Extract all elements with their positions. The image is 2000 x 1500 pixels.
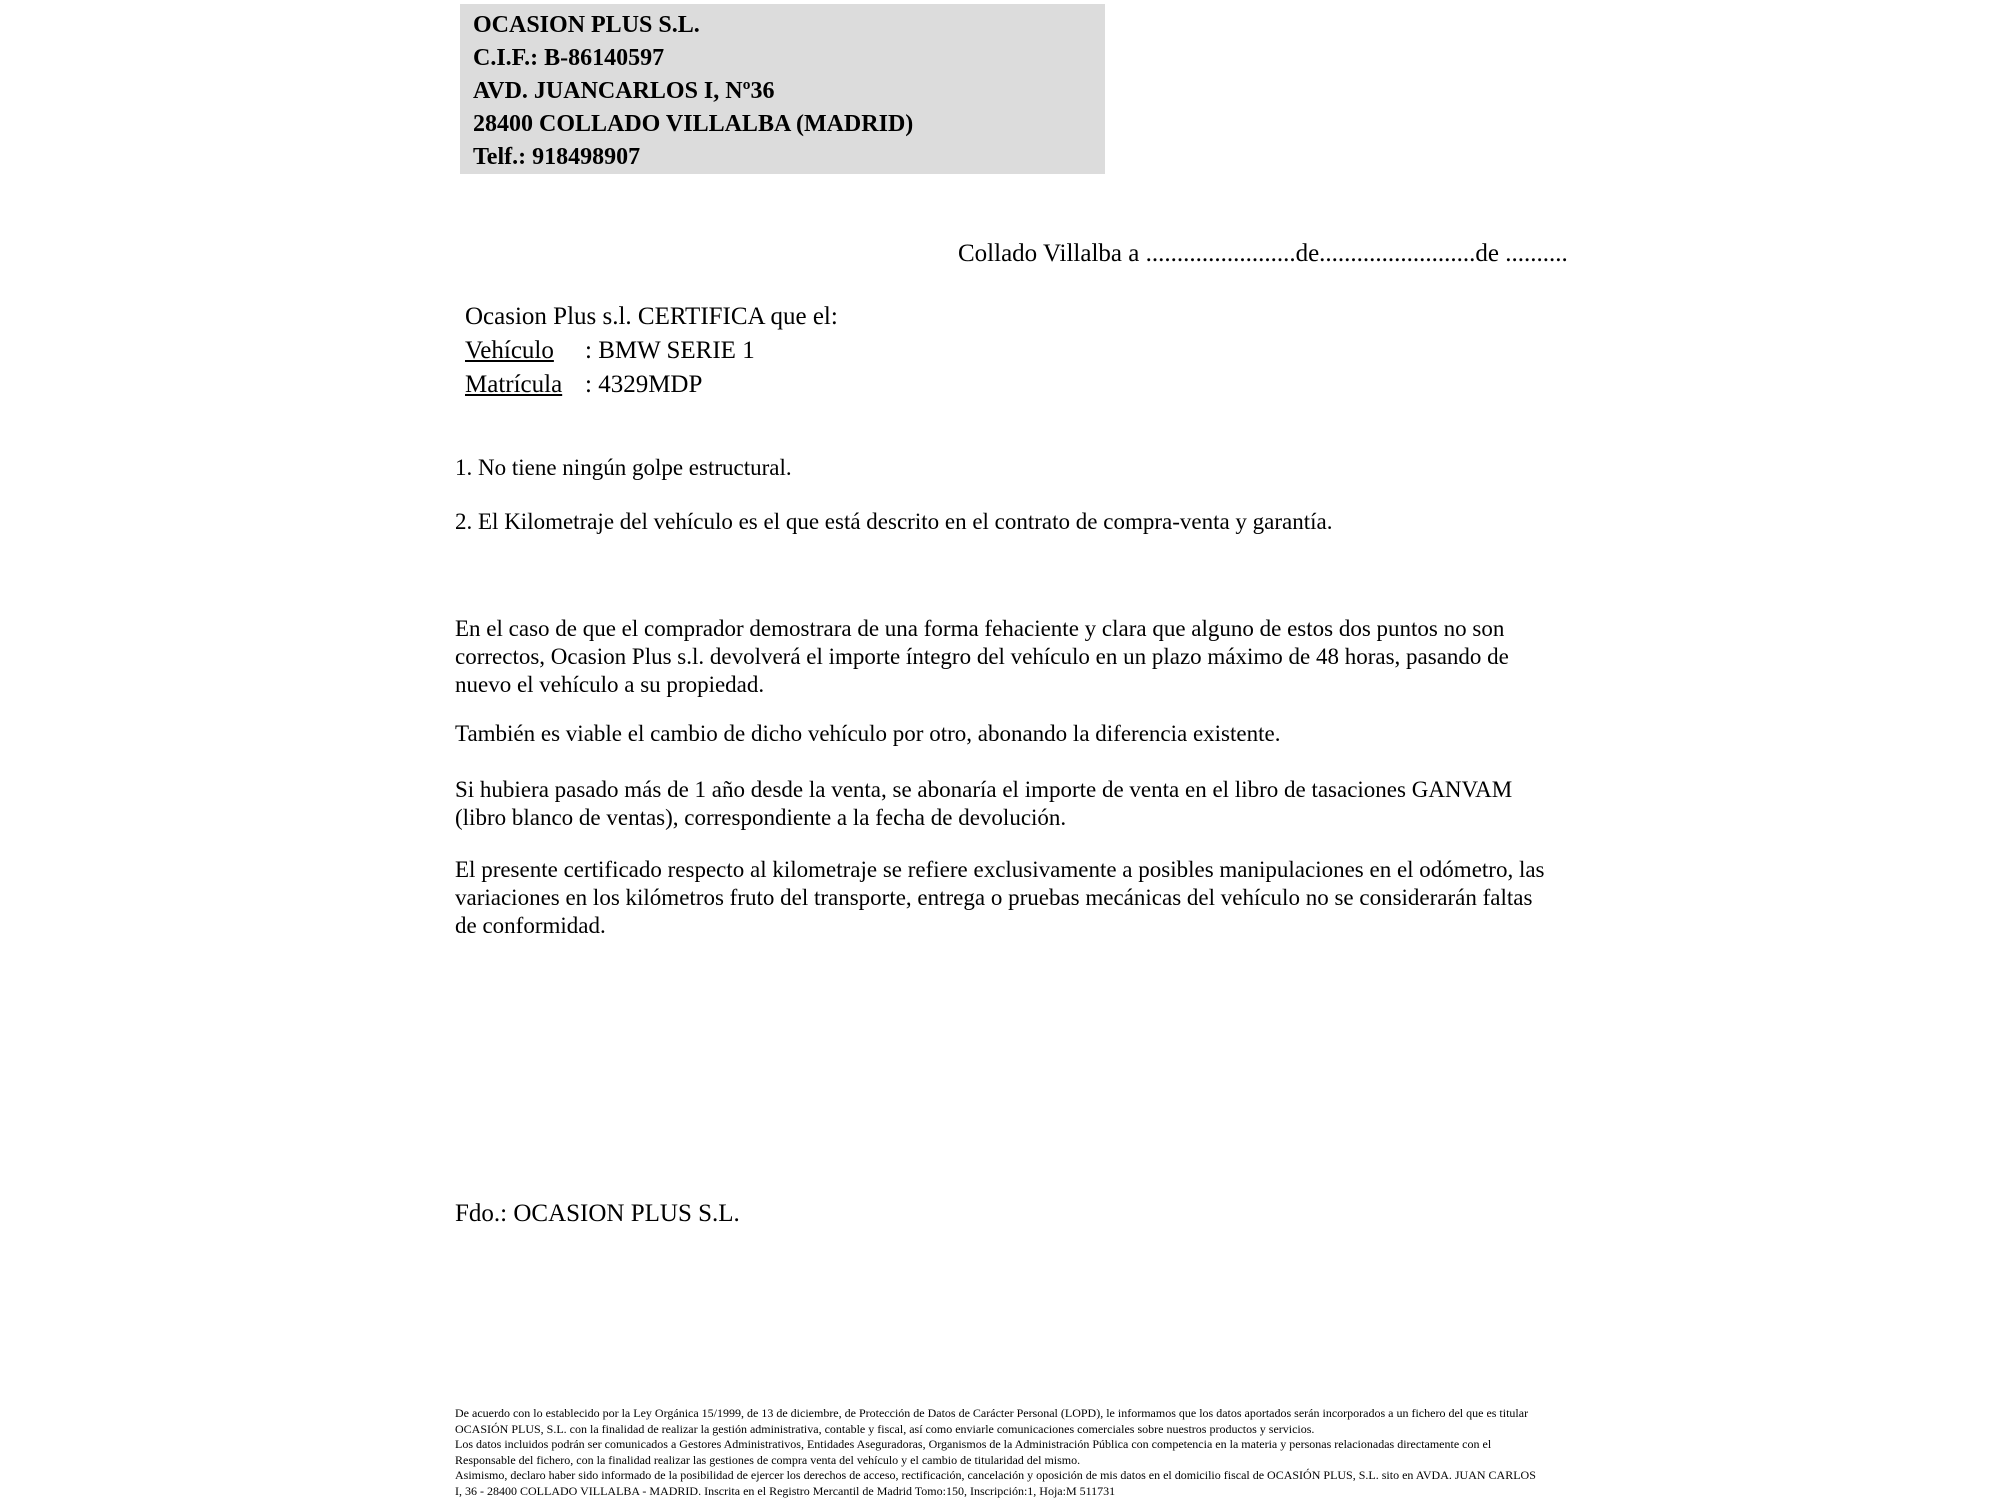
clause-1-no-structural-damage: 1. No tiene ningún golpe estructural. — [455, 455, 792, 480]
legal-footer — [455, 1406, 1543, 1499]
paragraph-ganvam-valuation: Si hubiera pasado más de 1 año desde la venta, se abonaría el importe de venta en el libro de tasaciones GANVAM (libro blanco de ventas), correspondiente a la fecha de devolución. — [455, 777, 1513, 830]
company-address: AVD. JUANCARLOS I, Nº36 — [473, 78, 775, 104]
certify-intro-text: Ocasion Plus s.l. CERTIFICA que el: — [465, 303, 838, 330]
vehicle-value: : BMW SERIE 1 — [585, 337, 755, 364]
vehicle-line — [465, 337, 755, 365]
vehicle-label: Vehículo — [465, 337, 554, 364]
company-phone: Telf.: 918498907 — [473, 144, 641, 170]
date-fill-in-line: Collado Villalba a ........................de.........................de .......... — [958, 240, 1568, 267]
legal-paragraph-rights: Asimismo, declaro haber sido informado de la posibilidad de ejercer los derechos de acceso, rectificación, cancelación y oposición de mis datos en el domicilio fiscal de OCASIÓN PLUS, S.L. sito en AVDA. JUAN CARLOS I, 36 - 28400 COLLADO VILLALBA - MADRID. Inscrita en el Registro Mercantil de Madrid Tomo:150, Inscripción:1, Hoja:M 511731 — [455, 1468, 1536, 1498]
clause-2-mileage: 2. El Kilometraje del vehículo es el que está descrito en el contrato de compra-venta y garantía. — [455, 509, 1333, 534]
plate-label: Matrícula — [465, 371, 563, 398]
paragraph-vehicle-exchange: También es viable el cambio de dicho vehículo por otro, abonando la diferencia existente. — [455, 721, 1281, 746]
legal-paragraph-data-sharing: Los datos incluidos podrán ser comunicados a Gestores Administrativos, Entidades Aseguradoras, Organismos de la Administración Pública con competencia en la materia y personas relacionadas directamente con el Responsable del fichero, con la finalidad realizar las gestiones de compra venta del vehículo y el cambio de titularidad del mismo. — [455, 1437, 1492, 1467]
legal-paragraph-lopd: De acuerdo con lo establecido por la Ley Orgánica 15/1999, de 13 de diciembre, de Protección de Datos de Carácter Personal (LOPD), le informamos que los datos aportados serán incorporados a un fichero del que es titular OCASIÓN PLUS, S.L. con la finalidad de realizar la gestión administrativa, contable y fiscal, así como enviarle comunicaciones comerciales sobre nuestros productos y servicios. — [455, 1406, 1529, 1436]
plate-line — [465, 371, 703, 399]
company-city: 28400 COLLADO VILLALBA (MADRID) — [473, 111, 914, 137]
plate-value: : 4329MDP — [585, 371, 703, 398]
signature-line: Fdo.: OCASION PLUS S.L. — [455, 1200, 740, 1227]
company-name: OCASION PLUS S.L. — [473, 12, 700, 38]
company-header-block — [460, 4, 1105, 174]
paragraph-refund-condition: En el caso de que el comprador demostrara de una forma fehaciente y clara que alguno de estos dos puntos no son correctos, Ocasion Plus s.l. devolverá el importe íntegro del vehículo en un plazo máximo de 48 horas, pasando de nuevo el vehículo a su propiedad. — [455, 616, 1509, 697]
paragraph-odometer-disclaimer: El presente certificado respecto al kilometraje se refiere exclusivamente a posibles manipulaciones en el odómetro, las variaciones en los kilómetros fruto del transporte, entrega o pruebas mecánicas del vehículo no se considerarán faltas de conformidad. — [455, 857, 1545, 938]
company-cif: C.I.F.: B-86140597 — [473, 45, 665, 71]
